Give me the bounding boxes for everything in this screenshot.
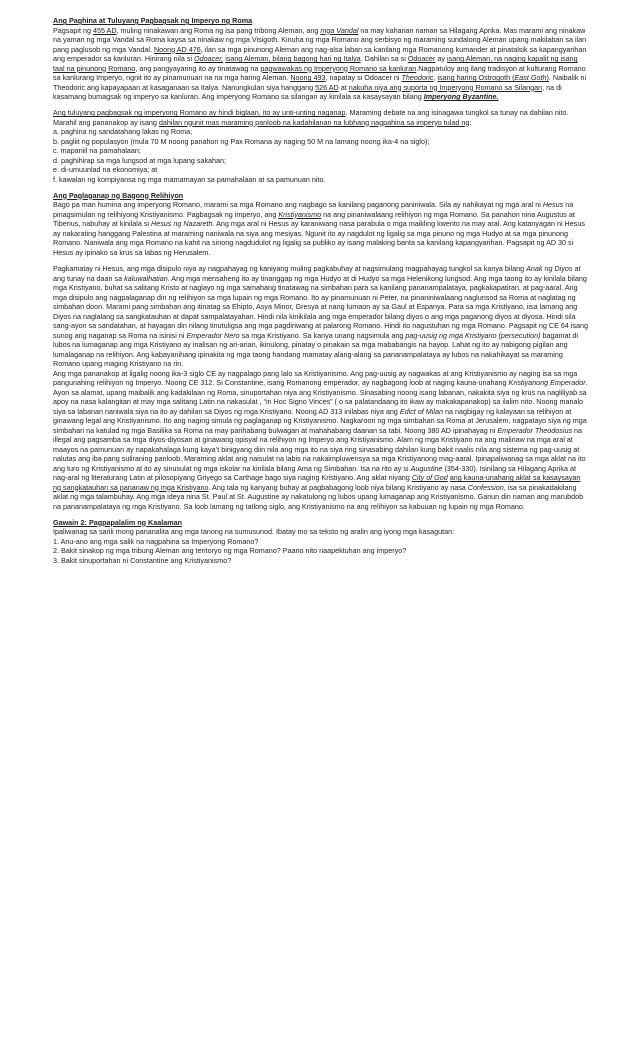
list-item: e. di-umuunlad na ekonomiya; at xyxy=(53,165,158,174)
text-run: ang kauna-unahang aklat sa kasaysayan ng sangkatauhan sa pananaw ng mga Kristiyano xyxy=(53,473,581,492)
text-run: Hesus xyxy=(542,200,564,209)
paragraph xyxy=(53,26,590,102)
text-run: mga Vandal xyxy=(320,25,359,35)
text-run: , muling ninakawan ang Roma ng isa pang tribong Aleman, ang xyxy=(116,25,321,35)
text-run: isang haring Ostrogoth ( xyxy=(437,73,515,82)
text-run: na nagbigay ng kalayaan sa relihiyon at ginawang legal ang Kristiyanismo. Ito ang naging simula ng paglaganap ng Kristiyanismo. Nagkaroon ng mga simbahan sa Roma at Jerusalem, nagpatayo siya ng mga simbahan na katulad ng mga Basilika sa Roma na may parihabang bulwagan at mahahabang daanan sa tabi. Noong 380 AD ipinahayag ni xyxy=(53,406,587,435)
text-run: , isa sa pinakadakilang aklat ng mga talambuhay. Ang mga ideya nina St. Paul at St. Augustine ay nakatulong ng lubos upang lumaganap ang Kristiyanismo. Ganun din naman ang marubdob na pananampalataya ng mga Kristiyano. Sa loob lamang ng tatlong siglo, ang Kristiyanismo na ang relihiyon sa kabuuan ng lupain ng mga Romano. xyxy=(53,482,584,511)
text-run: East Goth xyxy=(514,73,547,82)
text-run: dahilan ngunit mas maraming panloob na kadahilanan na lubhang nagpahina sa imperyo tulad ng xyxy=(158,117,470,127)
section xyxy=(53,16,590,102)
text-run: sa mga Kristiyano. Sa kanya unang nagsimula ang xyxy=(239,330,406,340)
text-run: isang Aleman, bilang bagong hari ng Italya xyxy=(225,54,361,63)
text-run: kaluwalhatian xyxy=(124,273,168,283)
text-run: isang Aleman, na naging kapalit ng isang taal na pinunong Romano xyxy=(53,54,578,73)
text-run: Emperador Theodosius xyxy=(497,425,573,435)
text-run: Kristiyanong Emperador xyxy=(508,378,586,387)
text-run: Kristiyanismo xyxy=(278,209,322,219)
text-run: Bago pa man humina ang imperyong Romano, marami sa mga Romano ang nagbago sa kanilang paganong paniniwala. Sila ay nahikayat ng mga aral ni xyxy=(53,200,543,209)
text-run: pagwawakas ng Imperyong Romano sa kanluran xyxy=(260,63,417,73)
text-run: Ang tuluyang pagbagsak ng imperyong Romano ay hindi biglaan, ito ay unti-unting naganap xyxy=(53,108,346,117)
text-run: Theodoric xyxy=(401,73,434,82)
text-run: Anak ng Diyos xyxy=(526,264,573,273)
text-run: Imperyong Byzantine. xyxy=(423,92,499,101)
text-run: Confession xyxy=(467,482,504,492)
text-run: Odoacer xyxy=(407,54,436,63)
paragraph-gap xyxy=(53,257,590,264)
text-run: ay xyxy=(435,54,447,63)
text-run: . Naibalik ni Theodoric ang kapayapaan at kasaganaan sa Italya. Nanungkulan siya hanggang xyxy=(53,73,587,92)
text-run: nakuha niya ang suporta ng Imperyong Romano sa Silangan xyxy=(348,82,543,92)
text-run: . Ayon sa alamat, upang maibalik ang kadakilaan ng Roma, sinuportahan niya ang Kristiyanismo. Sinasabing noong isang labanan, nakakita siya ng krus na nagliliyab sa apoy na nasa kalangitan at may mga salitang Latin na nakasulat , “in Hoc Signo Vinces” ( o sa palatandaang ito ikaw ay makakapanakop) sa ilalim nito. Noong manalo siya sa labanan naniwala siya na ito ay dahilan sa Diyos ng mga Kristiyano. Noong AD 313 inilabas niya ang xyxy=(53,378,588,416)
text-run: . Ang tala ng kanyang buhay at pagbabagong loob niya bilang Kristiyano ay nasa xyxy=(208,482,468,492)
list-item: 1. Anu-ano ang mga salik na nagpahina sa Imperyong Romano? xyxy=(53,536,259,546)
text-run: na may kaharian naman sa Hilagang Aprika. Mas marami ang ninakaw na yaman ng mga Vandal sa Roma kaysa sa ninakaw ng mga Visigoth. Kinuha ng mga Romano ang serbisyo ng maraming sundalong Aleman upang makilaban sa ilan pang paglusob ng mga Vandal. xyxy=(53,25,587,54)
section-heading: Ang Paghina at Tuluyang Pagbagsak ng Imperyo ng Roma xyxy=(53,16,253,25)
section xyxy=(53,191,590,512)
text-run: Pagkamatay ni Hesus, ang mga disipulo niya ay nagpahayag ng kaniyang muling pagkabuhay at nagsimulang magpahayag tungkol sa kanya bilang xyxy=(53,264,527,273)
list-item: c. mapaniil na pamahalaan; xyxy=(53,146,141,155)
text-run: . Ang mga mensaheng ito ay tinanggap ng mga Hudyo at di Hudyo sa mga Helenikong lungsod. Ang mga taong ito ay kinilala bilang mga Kristiyano, buhat sa salitang Kristo at naglayo ng mga samahang tinatawag na simbahan para sa kanilang pananampalataya, pagkakapatiran, at pag-aaral. Ang mga disipulo ang nagpalaganap din ng relihiyon sa mga lupain ng mga Romano. Ito ay pinamunuan ni Peter, na pinaniniwalaang naglunsod sa Roma at naglatag ng simbahan doon. Marami pang simbahan ang itinatag sa Ehipto, Asya Minor, Gresya at nang lumaon ay sa Gaul at Espanya. Para sa mga Kristiyano, iisa lamang ang Diyos na naglalang sa sangkatauhan at dapat sampalatayahan. Hindi nila kinikilala ang mga emperador bilang diyos o ang mga paganong diyos at diyosa. Hindi sila sang-ayon sa sandatahan, at hayagan din nilang tinutuligsa ang mga pagdiriwang at palarong Romano. Hindi ito nagustuhan ng mga Romano. Pagsapit ng CE 64 isang sunog ang naganap sa Roma na isinisi ni xyxy=(53,273,589,340)
text-run: na pinagsimulan ng relihiyong Kristiyanismo. Pagbagsak ng imperyo, ang xyxy=(53,200,574,219)
paragraph xyxy=(53,369,590,512)
text-run: na illegal ang pagsamba sa mga diyos-diyosan at ginawang opisyal na relihiyon ng Imperyo ang Kristiyanismo. Alam ng mga Kristiyano na ang malinaw na mga aral at maayos na pamunuan ay napakahalaga kung kaya’t binigyang diin nila ang mga ito na siya ring sinasabing dahilan kung bakit naalis nila ang sistema ng pag-uusig at nalutas ang iba pang suliraning panloob. Maraming aklat ang naisulat na labis na nakaimpluwensya sa mga Kristiyanong mag-aaral. Ipinapaliwanag sa mga aklat na ito ang turo ng Kristiyanismo at ito ay sinusulat ng mga iskolar na kinilala bilang Ama ng Simbahan. Isa na rito ay si xyxy=(53,425,586,473)
text-run: Ipaliwanag sa sarili mong pananalita ang mga tanong na sumusunod. Ibatay mo sa teksto ng aralin ang iyong mga kasagutan: xyxy=(53,527,455,536)
list-item: b. pagliit ng populasyon (mula 70 M noong panahon ng Pax Romana ay naging 50 M na lamang noong ika-4 na siglo); xyxy=(53,136,430,146)
list-item: f. kawalan ng kompiyansa ng mga mamamayan sa pamahalaan at sa pamunuan nito. xyxy=(53,174,326,184)
text-run: Emperador Nero xyxy=(186,330,240,340)
section-heading: Gawain 2: Pagpapalalim ng Kaalaman xyxy=(53,517,183,527)
text-run: , na di kasamang bumagsak ng imperyo sa kanluran. Ang imperyong Romano sa silangan ay kinilala sa kasaysayan bilang xyxy=(53,82,562,101)
paragraph xyxy=(53,108,590,127)
text-run: Hesus ng Nazareth xyxy=(151,219,213,228)
text-run: .Nagpatuloy ang ilang tradisyon at kulturang Romano sa kanlurang Imperyo, ngnit ito ay pinamunuan na na mga haring Aleman. xyxy=(53,63,586,82)
text-run: , napatay si Odoacer ni xyxy=(325,73,402,82)
text-run: : xyxy=(469,117,472,127)
text-run: (354-330). Isinilang sa Hilagang Aprika at nag-aral ng literaturang Latin at pilosopiyang Griyego sa Carthage bago siya naging Kristiyano. Ang aklat niyang xyxy=(53,463,576,482)
text-run: Noong 493 xyxy=(290,73,326,82)
list-item: a. paghina ng sandatahang lakas ng Roma; xyxy=(53,127,193,136)
section xyxy=(53,518,590,566)
text-run: , xyxy=(433,73,438,82)
text-run: 526 AD xyxy=(315,82,339,92)
text-run: Odoacer, xyxy=(194,54,224,63)
text-run: Noong AD 476 xyxy=(153,44,201,54)
section-heading: Ang Paglaganap ng Bagong Relihiyon xyxy=(53,190,184,200)
text-run: , ang pangyayaring ito ay tinatawag na xyxy=(135,63,261,73)
list-item: 3. Bakit sinuportahan ni Constantine ang Kristiyanismo? xyxy=(53,555,232,565)
paragraph xyxy=(53,527,590,537)
text-run: 455 AD xyxy=(92,25,117,35)
text-run: Pagsapit ng xyxy=(53,25,93,35)
text-run: . Maraming debate na ang isinagawa tungkol sa tunay na dahilan nito. Marahil ang pananakop ay isang xyxy=(53,108,569,127)
text-run: at xyxy=(338,82,349,92)
text-run: , ilan sa mga pinunong Aleman ang nag-alsa laban sa kanilang mga Romanong kumander at pinatalsik sa kapangyarihan ang emperador sa kanluran. Hinirang nila si xyxy=(53,44,587,63)
list-item: 2. Bakit sinakop ng mga tribung Aleman ang teritoryo ng mga Romano? Paano nito naapektuhan ang imperyo? xyxy=(53,546,407,555)
section xyxy=(53,108,590,184)
text-run: Edict of Milan xyxy=(399,406,443,416)
text-run: . Dahilan sa si xyxy=(360,54,408,63)
text-run: ) xyxy=(546,73,549,82)
text-run: pag-uusig ng mga Kristiyano (persecution) xyxy=(405,330,541,340)
list-item: d. paghihirap sa mga lungsod at mga lupang sakahan; xyxy=(53,155,227,165)
paragraph xyxy=(53,264,590,369)
text-run: na ang pinaniwalaang relihiyon ng mga Romano. Sa panahon nina Augustus at Tiberius, nabuhay at kinilala si xyxy=(53,209,575,228)
text-run: Ang mga pananakop at ligalig noong ika-3 siglo CE ay nagpalago pang lalo sa Kristiyanismo. Ang pag-uusig ay nagwakas at ang Kristiyanismo ay naging isa sa mga pangunahing relihiyon ng Imperyo. Noong CE 312. Si Constantine, isang Romanong emperador, ay nagbagong loob at naging kauna-unahang xyxy=(53,368,578,387)
text-run: Augustine xyxy=(410,463,443,473)
text-run: at ang tunay na daan sa xyxy=(53,264,581,283)
text-run: . Ang mga aral ni Hesus ay karaniwang nasa parabula o mga maikling kwento na may aral. Ang katanyagan ni Hesus ay nakarating hanggang Palestina at maraming naniwala na siya ang mesiyas. Ngunit ito ay nagdulot ng ligalig sa mga pinuno ng mga Hudyo at sa mga pinunong Romano. Naniwala ang mga Romano na kahit na sinong nagdudulot ng ligalig sa publiko ay isang malaking banta sa kanilang kapangyarihan. Pagsapit ng AD 30 si Hesus ay ipinako sa krus sa labas ng Herusalem. xyxy=(53,219,585,257)
text-run: City of God xyxy=(411,473,448,482)
paragraph xyxy=(53,200,590,257)
text-run: bagamat di lubos na lumaganap ang mga Kristiyano ay inalisan ng ari-arian, ikinulong, pinatay o pinakain sa mga mababangis na hayop. Lahat ng ito ay nabigong pigilan ang lumalaganap na relihiyon. Ang kabayanihang ipinakita ng mga taong handang mamatay alang-alang sa pananampalataya ay lubos na nakahikayat sa maraming Romano upang maging Kristiyano na rin. xyxy=(53,330,579,368)
